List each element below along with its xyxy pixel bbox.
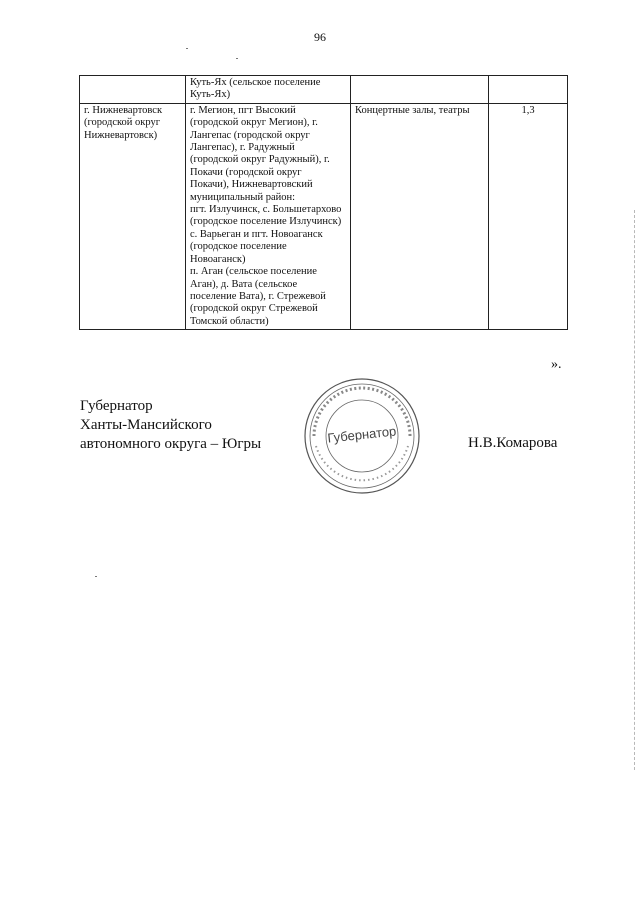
territory-line: Новоаганск) [190,253,246,265]
scan-speck [236,58,238,59]
territory-line: (городское поселение Излучинск) [190,216,342,228]
territory-line: п. Аган (сельское поселение [190,266,317,278]
territory-line: муниципальный район: [190,191,296,203]
scan-margin-line [634,210,636,770]
territory-line: с. Варьеган и пгт. Новоаганск [190,228,323,240]
scan-speck [95,576,97,577]
page-number: 96 [314,30,326,44]
territory-line: пгт. Излучинск, с. Большетархово [190,204,342,216]
territories-cell [186,76,351,104]
territory-line: Покачи (городской округ [190,166,302,178]
coefficient-cell [489,76,568,104]
city-cell [80,76,186,104]
coefficient-cell: 1,3 [489,103,568,329]
signatory-title-line: автономного округа – Югры [80,436,262,452]
stamp-text: Губернатор [326,423,397,446]
territory-line: Лангепас), г. Радужный [190,142,295,154]
signatory-title [80,397,261,454]
venue-cell [351,76,489,104]
table-row [80,103,568,329]
territory-line: Лангепас (городской округ [190,129,310,141]
governor-stamp [302,376,422,496]
territory-line: Куть-Ях (сельское поселение [190,77,321,88]
territory-line: (городское поселение [190,241,287,253]
territories-cell [186,103,351,329]
signatory-title-line: Ханты-Мансийского [80,417,212,433]
signatory-title-line: Губернатор [80,398,153,414]
territory-line: (городской округ Стрежевой [190,303,318,315]
scan-speck [186,48,188,49]
coefficient-table [79,75,568,330]
closing-quote: ». [551,357,562,372]
territory-line: г. Мегион, пгт Высокий [190,104,296,116]
territory-line: (городской округ Радужный), г. [190,154,330,166]
territory-line: Аган), д. Вата (сельское [190,278,298,290]
territory-line: (городской округ Мегион), г. [190,117,318,129]
city-cell: г. Нижневартовск (городской округ Нижневартовск) [80,103,186,329]
territory-line: Покачи), Нижневартовский [190,179,313,191]
territory-line: Куть-Ях) [190,89,231,101]
table-row [80,76,568,104]
territory-line: поселение Вата), г. Стрежевой [190,290,326,302]
signatory-name: Н.В.Комарова [468,435,558,451]
territory-line: Томской области) [190,315,269,327]
venue-cell: Концертные залы, театры [351,103,489,329]
